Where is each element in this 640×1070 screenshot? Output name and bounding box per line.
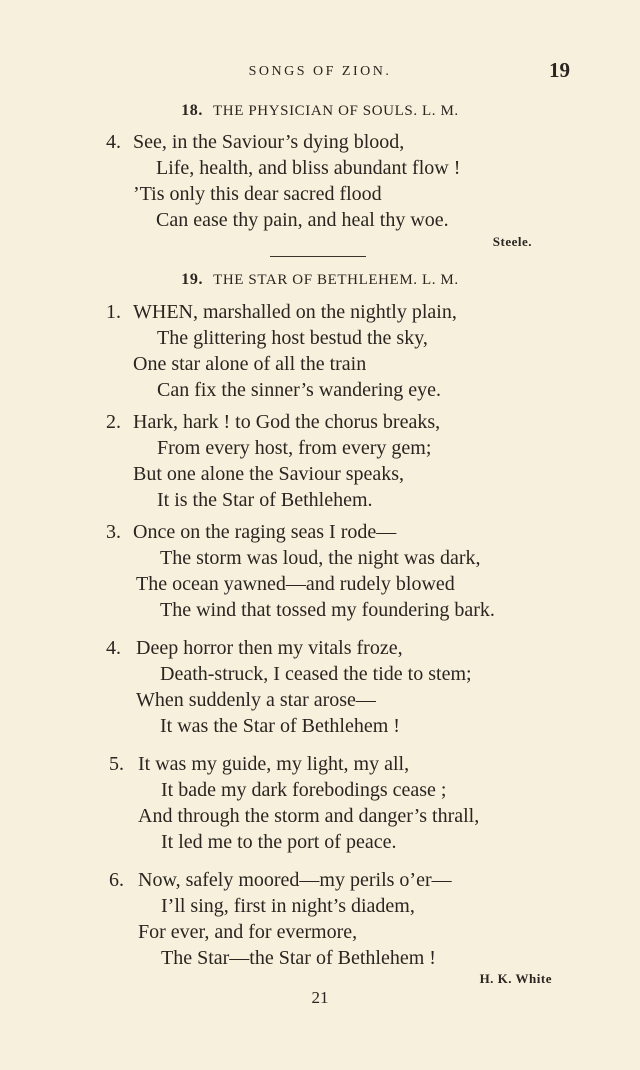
verse-line: It led me to the port of peace. [161, 831, 397, 853]
verse-line: The storm was loud, the night was dark, [160, 547, 481, 569]
verse-line: See, in the Saviour’s dying blood, [133, 131, 405, 153]
verse-line: The wind that tossed my foundering bark. [160, 599, 495, 621]
verse-line: Hark, hark ! to God the chorus breaks, [133, 411, 441, 433]
hymn-number: 18. [181, 102, 204, 119]
verse-number: 4. [106, 131, 121, 153]
verse-line: One star alone of all the train [133, 353, 367, 375]
verse-line: For ever, and for evermore, [138, 921, 358, 943]
verse-line: And through the storm and danger’s thrall, [138, 805, 480, 827]
verse-line: Life, health, and bliss abundant flow ! [156, 157, 461, 179]
verse-line: Now, safely moored—my perils o’er— [138, 869, 452, 891]
hymn-title-text: THE STAR OF BETHLEHEM. L. M. [213, 272, 459, 288]
hymn-author: Steele. [492, 234, 532, 249]
verse-line: It was the Star of Bethlehem ! [160, 715, 400, 737]
hymn-number: 19. [181, 271, 204, 288]
verse-line: Once on the raging seas I rode— [133, 521, 397, 543]
verse-line: But one alone the Saviour speaks, [133, 463, 405, 485]
verse-line: The glittering host bestud the sky, [157, 327, 428, 349]
page-header [0, 58, 640, 88]
hymn-title-text: THE PHYSICIAN OF SOULS. L. M. [213, 103, 459, 119]
verse-line: It was my guide, my light, my all, [138, 753, 410, 775]
hymn-title-18 [0, 102, 640, 120]
verse-line: The Star—the Star of Bethlehem ! [161, 947, 436, 969]
verse-number: 3. [106, 521, 121, 543]
verse-number: 2. [106, 411, 121, 433]
verse-number: 6. [109, 869, 124, 891]
verse-line: Deep horror then my vitals froze, [136, 637, 403, 659]
verse-line: WHEN, marshalled on the nightly plain, [133, 301, 457, 323]
signature-mark: 21 [311, 988, 329, 1007]
verse-number: 1. [106, 301, 121, 323]
running-title: SONGS OF ZION. [248, 64, 392, 79]
verse-line: I’ll sing, first in night’s diadem, [161, 895, 415, 917]
verse-line: Death-struck, I ceased the tide to stem; [160, 663, 472, 685]
verse-line: Can fix the sinner’s wandering eye. [157, 379, 441, 401]
verse-number: 5. [109, 753, 124, 775]
verse-number: 4. [106, 637, 121, 659]
verse-line: The ocean yawned—and rudely blowed [136, 573, 455, 595]
verse-line: ’Tis only this dear sacred flood [133, 183, 382, 205]
page-number: 19 [549, 58, 570, 82]
verse-line: From every host, from every gem; [157, 437, 432, 459]
hymn-title-19 [0, 271, 640, 289]
verse-line: It is the Star of Bethlehem. [157, 489, 373, 511]
hymn-author: H. K. White [479, 971, 552, 986]
verse-line: It bade my dark forebodings cease ; [161, 779, 447, 801]
verse-line: When suddenly a star arose— [136, 689, 376, 711]
verse-line: Can ease thy pain, and heal thy woe. [156, 209, 449, 231]
section-divider [270, 256, 366, 257]
